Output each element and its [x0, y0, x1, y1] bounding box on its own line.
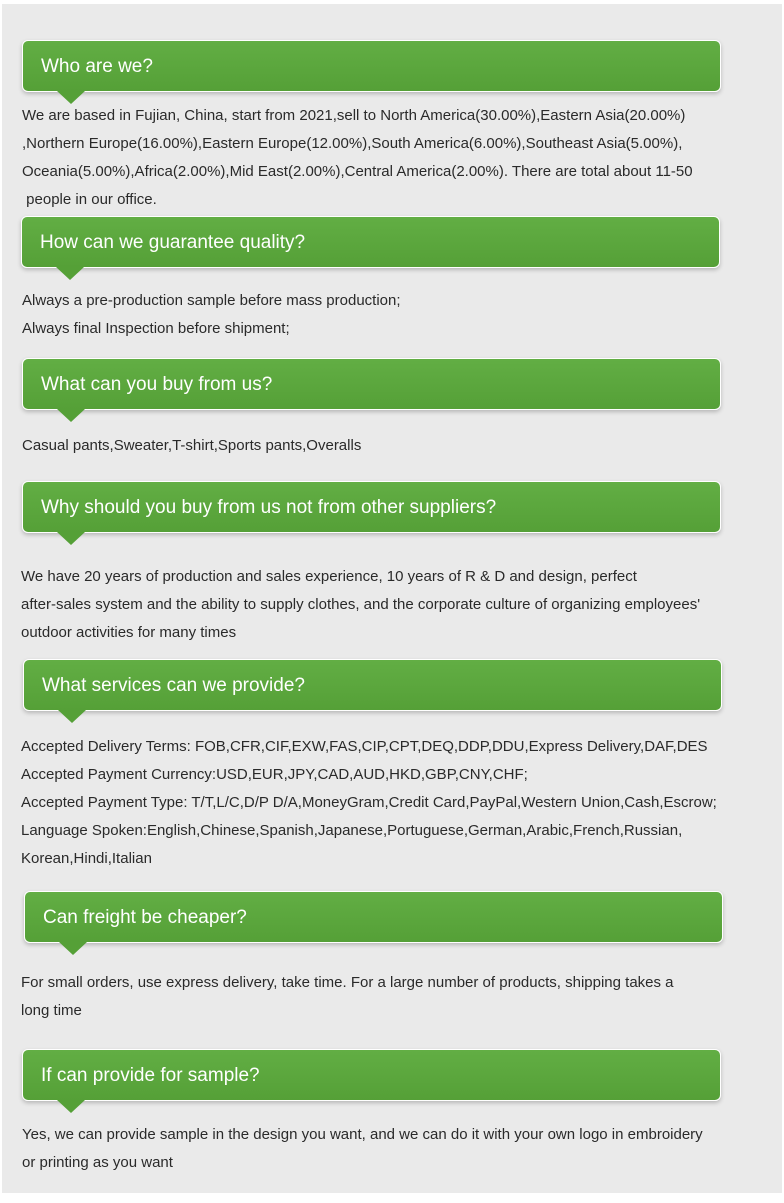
speech-tail-icon [57, 1100, 85, 1113]
faq-answer-who-are-we [22, 102, 693, 214]
answer-line: Always final Inspection before shipment; [22, 320, 290, 337]
answer-line: after-sales system and the ability to supply clothes, and the corporate culture of organizing employees' [21, 596, 701, 613]
speech-tail-icon [58, 710, 86, 723]
answer-line: Oceania(5.00%),Africa(2.00%),Mid East(2.00%),Central America(2.00%). There are total about 11-50 [22, 163, 693, 180]
speech-tail-icon [57, 409, 85, 422]
speech-tail-icon [57, 532, 85, 545]
faq-answer-sample [22, 1121, 703, 1177]
faq-heading-who-are-we [22, 40, 721, 92]
faq-answer-services [21, 733, 717, 873]
answer-line: We are based in Fujian, China, start from 2021,sell to North America(30.00%),Eastern Asia(20.00%) [22, 107, 686, 124]
answer-line: or printing as you want [22, 1154, 173, 1171]
faq-answer-freight [21, 969, 674, 1025]
faq-heading-text: What can you buy from us? [41, 374, 273, 395]
answer-line: Accepted Delivery Terms: FOB,CFR,CIF,EXW,FAS,CIP,CPT,DEQ,DDP,DDU,Express Delivery,DAF,DES [21, 738, 708, 755]
answer-line: long time [21, 1002, 82, 1019]
faq-heading-sample [22, 1049, 721, 1101]
answer-line: Always a pre-production sample before mass production; [22, 292, 401, 309]
faq-heading-quality [21, 216, 720, 268]
answer-line: For small orders, use express delivery, take time. For a large number of products, shipping takes a [21, 974, 674, 991]
answer-line: Yes, we can provide sample in the design you want, and we can do it with your own logo in embroidery [22, 1126, 703, 1143]
faq-answer-products [22, 432, 361, 460]
faq-heading-text: How can we guarantee quality? [40, 232, 306, 253]
answer-line: people in our office. [22, 191, 157, 208]
answer-line: Accepted Payment Type: T/T,L/C,D/P D/A,MoneyGram,Credit Card,PayPal,Western Union,Cash,Escrow; [21, 794, 717, 811]
faq-answer-quality [22, 287, 401, 343]
faq-heading-text: Why should you buy from us not from other suppliers? [41, 497, 497, 518]
faq-heading-text: If can provide for sample? [41, 1065, 260, 1086]
faq-heading-text: Can freight be cheaper? [43, 907, 247, 928]
answer-line: We have 20 years of production and sales experience, 10 years of R & D and design, perfect [21, 568, 637, 585]
answer-line: Accepted Payment Currency:USD,EUR,JPY,CAD,AUD,HKD,GBP,CNY,CHF; [21, 766, 528, 783]
faq-heading-services [23, 659, 722, 711]
answer-line: Casual pants,Sweater,T-shirt,Sports pants,Overalls [22, 437, 362, 454]
answer-line: ,Northern Europe(16.00%),Eastern Europe(12.00%),South America(6.00%),Southeast Asia(5.00%), [22, 135, 683, 152]
speech-tail-icon [59, 942, 87, 955]
faq-answer-why-us [21, 563, 700, 647]
faq-heading-text: Who are we? [41, 56, 153, 77]
faq-heading-text: What services can we provide? [42, 675, 305, 696]
faq-heading-freight [24, 891, 723, 943]
faq-page [2, 4, 782, 1193]
speech-tail-icon [56, 267, 84, 280]
faq-heading-products [22, 358, 721, 410]
faq-heading-why-us [22, 481, 721, 533]
answer-line: Korean,Hindi,Italian [21, 850, 152, 867]
answer-line: outdoor activities for many times [21, 624, 237, 641]
answer-line: Language Spoken:English,Chinese,Spanish,Japanese,Portuguese,German,Arabic,French,Russian, [21, 822, 683, 839]
